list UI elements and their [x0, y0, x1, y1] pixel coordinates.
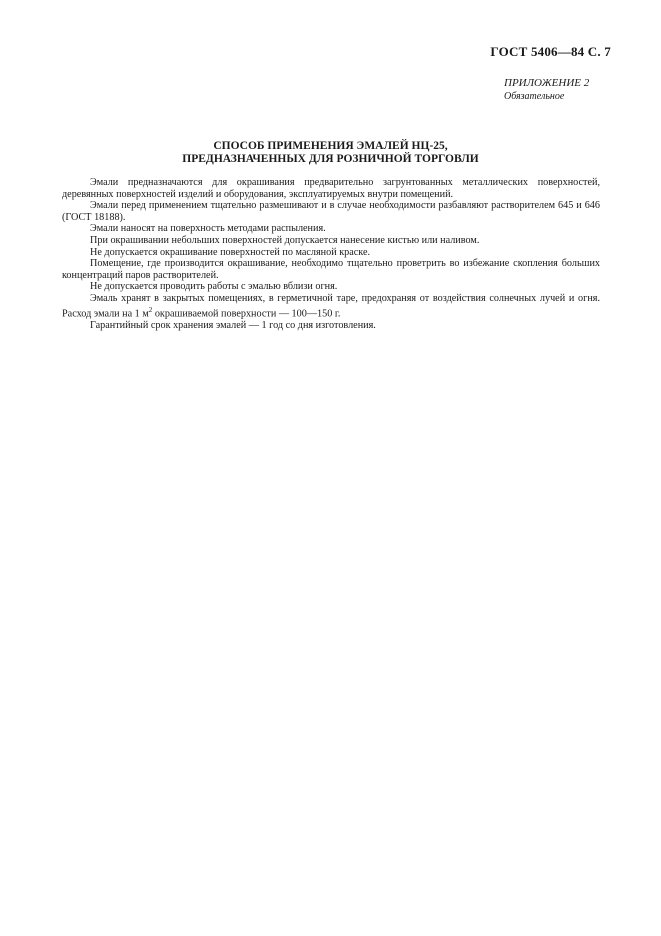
paragraph: При окрашивании небольших поверхностей допускается нанесение кистью или наливом. — [90, 234, 480, 246]
paragraph: Не допускается окрашивание поверхностей по масляной краске. — [90, 246, 371, 258]
paragraph: Помещение, где производится окрашивание, необходимо тщательно проветрить во избежание скопления больших концентраций паров растворителей. — [62, 258, 600, 281]
appendix-block — [504, 77, 589, 103]
section-title — [60, 140, 601, 165]
page-header: ГОСТ 5406—84 С. 7 — [490, 44, 611, 59]
appendix-label: ПРИЛОЖЕНИЕ 2 — [504, 77, 590, 89]
paragraph: Эмали наносят на поверхность методами распыления. — [90, 223, 326, 235]
paragraph: Эмали перед применением тщательно размешивают и в случае необходимости разбавляют растворителем 645 и 646 (ГОСТ 18188). — [62, 200, 600, 223]
superscript: 2 — [148, 305, 153, 314]
section-title-line-1: СПОСОБ ПРИМЕНЕНИЯ ЭМАЛЕЙ НЦ-25, — [213, 140, 448, 152]
section-title-line-2: ПРЕДНАЗНАЧЕННЫХ ДЛЯ РОЗНИЧНОЙ ТОРГОВЛИ — [182, 152, 479, 165]
paragraph — [62, 293, 600, 320]
paragraph: Эмали предназначаются для окрашивания предварительно загрунтованных металлических поверхностей, деревянных поверхностей изделий и оборудования, эксплуатируемых внутри помещений. — [62, 177, 600, 200]
paragraph: Не допускается проводить работы с эмалью вблизи огня. — [90, 281, 338, 293]
paragraph-text: окрашиваемой поверхности — 100—150 г. — [152, 307, 341, 319]
body-text — [62, 177, 600, 331]
appendix-status: Обязательное — [504, 91, 565, 102]
paragraph: Гарантийный срок хранения эмалей — 1 год со дня изготовления. — [90, 319, 376, 331]
paragraph-text: Эмаль хранят в закрытых помещениях, в герметичной таре, предохраняя от воздействия солнечных лучей и огня. Расход эмали на 1 м — [62, 292, 600, 319]
